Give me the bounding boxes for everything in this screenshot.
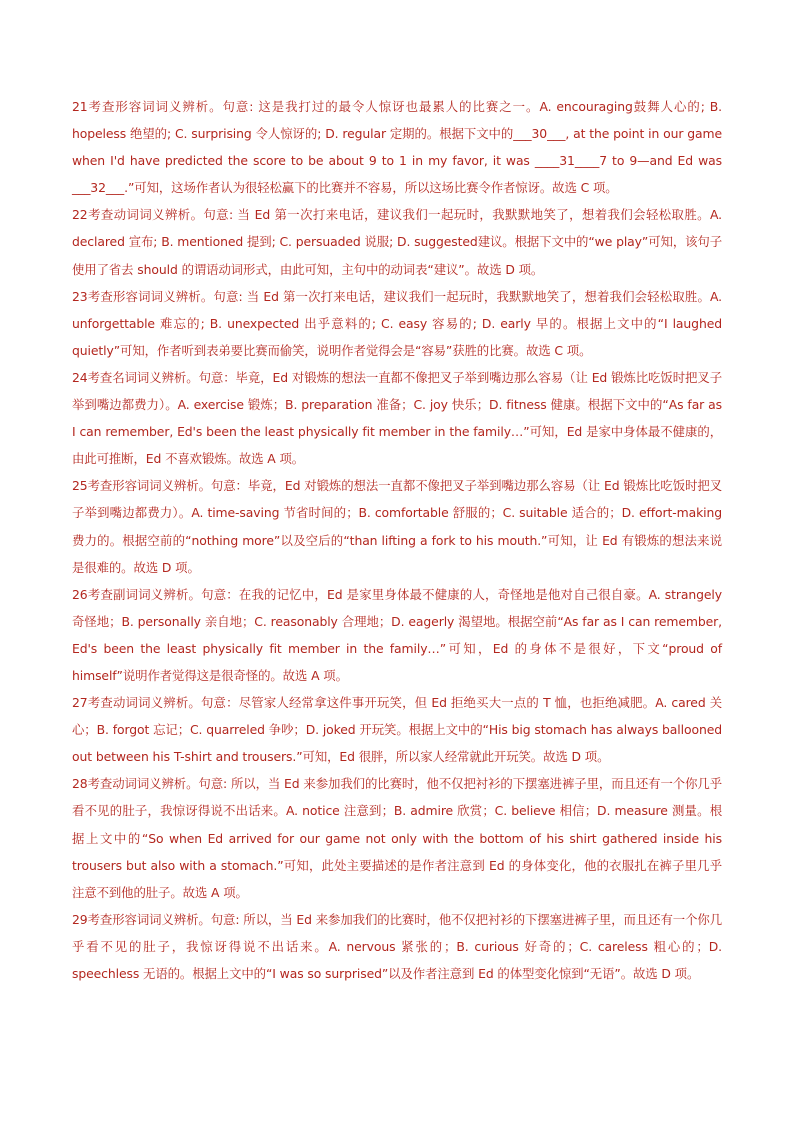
explanation-28: 28考查动词词义辨析。句意: 所以，当 Ed 来参加我们的比赛时，他不仅把衬衫的下摆塞进裤子里，而且还有一个你几乎看不见的肚子，我惊讶得说不出话来。A. notice 注意到；B. admire 欣赏；C. believe 相信；D. measure 测量。根据上文中的“So when Ed arrived for our game not only with the bottom of his shirt gathered inside his trousers but also with a stomach.”可知，此处主要描述的是作者注意到 Ed 的身体变化，他的衣服扎在裤子里几乎注意不到他的肚子。故选 A 项。 [72,776,722,900]
explanation-26: 26考查副词词义辨析。句意：在我的记忆中，Ed 是家里身体最不健康的人，奇怪地是他对自己很自豪。A. strangely 奇怪地；B. personally 亲自地；C. reasonably 合理地；D. eagerly 渴望地。根据空前“As far as I can remember, Ed's been the least physically fit member in the family…”可知，Ed 的身体不是很好，下文“proud of himself”说明作者觉得这是很奇怪的。故选 A 项。 [72,586,722,683]
explanation-23: 23考查形容词词义辨析。句意: 当 Ed 第一次打来电话，建议我们一起玩时，我默默地笑了，想着我们会轻松取胜。A. unforgettable 难忘的; B. unexpected 出乎意料的; C. easy 容易的; D. early 早的。根据上文中的“I laughed quietly”可知，作者听到表弟要比赛而偷笑，说明作者觉得会是“容易”获胜的比赛。故选 C 项。 [72,288,722,358]
explanation-27: 27考查动词词义辨析。句意：尽管家人经常拿这件事开玩笑，但 Ed 拒绝买大一点的 T 恤，也拒绝减肥。A. cared 关心；B. forgot 忘记；C. quarreled 争吵；D. joked 开玩笑。根据上文中的“His big stomach has always ballooned out between his T-shirt and trousers.”可知，Ed 很胖，所以家人经常就此开玩笑。故选 D 项。 [72,695,722,765]
explanation-24: 24考查名词词义辨析。句意：毕竟，Ed 对锻炼的想法一直都不像把叉子举到嘴边那么容易（让 Ed 锻炼比吃饭时把叉子举到嘴边都费力）。A. exercise 锻炼；B. preparation 准备；C. joy 快乐；D. fitness 健康。根据下文中的“As far as I can remember, Ed's been the least physically fit member in the family…”可知，Ed 是家中身体最不健康的，由此可推断，Ed 不喜欢锻炼。故选 A 项。 [72,369,722,467]
explanation-25: 25考查形容词词义辨析。句意：毕竟，Ed 对锻炼的想法一直都不像把叉子举到嘴边那么容易（让 Ed 锻炼比吃饭时把叉子举到嘴边都费力）。A. time-saving 节省时间的；B. comfortable 舒服的；C. suitable 适合的；D. effort-making 费力的。根据空前的“nothing more”以及空后的“than lifting a fork to his mouth.”可知，让 Ed 有锻炼的想法来说是很难的。故选 D 项。 [72,478,722,575]
explanation-29: 29考查形容词词义辨析。句意: 所以，当 Ed 来参加我们的比赛时，他不仅把衬衫的下摆塞进裤子里，而且还有一个你几乎看不见的肚子，我惊讶得说不出话来。A. nervous 紧张的；B. curious 好奇的；C. careless 粗心的；D. speechless 无语的。根据上文中的“I was so surprised”以及作者注意到 Ed 的体型变化惊到“无语”。故选 D 项。 [72,911,722,981]
explanation-22: 22考查动词词义辨析。句意: 当 Ed 第一次打来电话，建议我们一起玩时，我默默地笑了，想着我们会轻松取胜。A. declared 宣布; B. mentioned 提到; C. persuaded 说服; D. suggested建议。根据下文中的“we play”可知，该句子使用了省去 should 的谓语动词形式，由此可知，主句中的动词表“建议”。故选 D 项。 [72,207,722,277]
explanation-21: 21考查形容词词义辨析。句意: 这是我打过的最令人惊讶也最累人的比赛之一。A. encouraging鼓舞人心的; B. hopeless 绝望的; C. surprising 令人惊讶的; D. regular 定期的。根据下文中的___30___, at the point in our game when I'd have predicted the score to be about 9 to 1 in my favor, it was ____31____7 to 9—and Ed was ___32___.”可知，这场作者认为很轻松赢下的比赛并不容易，所以这场比赛令作者惊讶。故选 C 项。 [72,99,722,196]
answer-explanations [72,93,722,987]
